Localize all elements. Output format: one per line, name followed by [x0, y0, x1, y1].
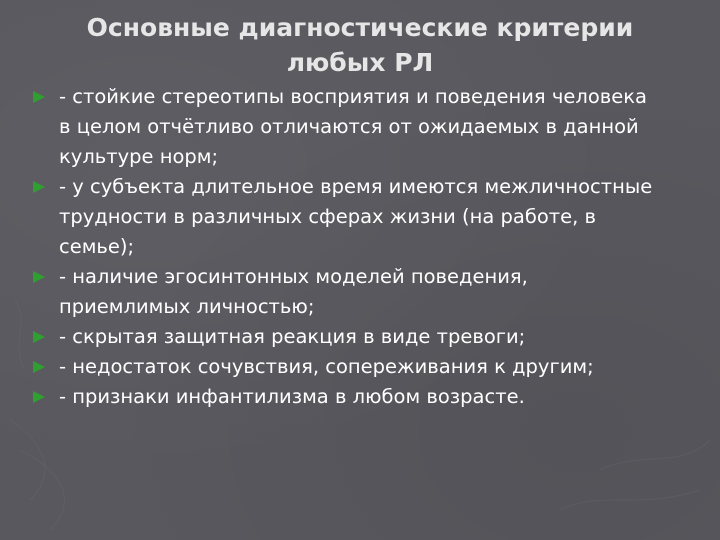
criteria-line: приемлимых личностью;	[59, 295, 315, 318]
criteria-item	[33, 82, 703, 172]
criteria-line: - у субъекта длительное время имеются межличностные	[59, 175, 653, 198]
triangle-bullet-icon	[33, 331, 45, 343]
criteria-line: - наличие эгосинтонных моделей поведения,	[59, 265, 528, 288]
triangle-bullet-icon	[33, 181, 45, 193]
criteria-item	[33, 352, 703, 382]
criteria-line: трудности в различных сферах жизни (на работе, в	[59, 205, 597, 228]
criteria-line: - стойкие стереотипы восприятия и поведения человека	[59, 85, 647, 108]
criteria-line: культуре норм;	[59, 145, 219, 168]
criteria-line: - недостаток сочувствия, сопереживания к другим;	[59, 355, 594, 378]
triangle-bullet-icon	[33, 391, 45, 403]
triangle-bullet-icon	[33, 271, 45, 283]
criteria-line: - скрытая защитная реакция в виде тревоги;	[59, 325, 526, 348]
criteria-line: в целом отчётливо отличаются от ожидаемых в данной	[59, 115, 639, 138]
criteria-list	[33, 82, 703, 412]
criteria-line: семье);	[59, 235, 135, 258]
criteria-item	[33, 382, 703, 412]
slide-title-line-2: любых РЛ	[286, 48, 434, 77]
slide-title	[60, 10, 660, 80]
criteria-line: - признаки инфантилизма в любом возрасте.	[59, 385, 525, 408]
criteria-item	[33, 322, 703, 352]
criteria-item	[33, 172, 703, 262]
triangle-bullet-icon	[33, 361, 45, 373]
criteria-item	[33, 262, 703, 322]
triangle-bullet-icon	[33, 91, 45, 103]
slide-title-line-1: Основные диагностические критерии	[86, 13, 634, 42]
